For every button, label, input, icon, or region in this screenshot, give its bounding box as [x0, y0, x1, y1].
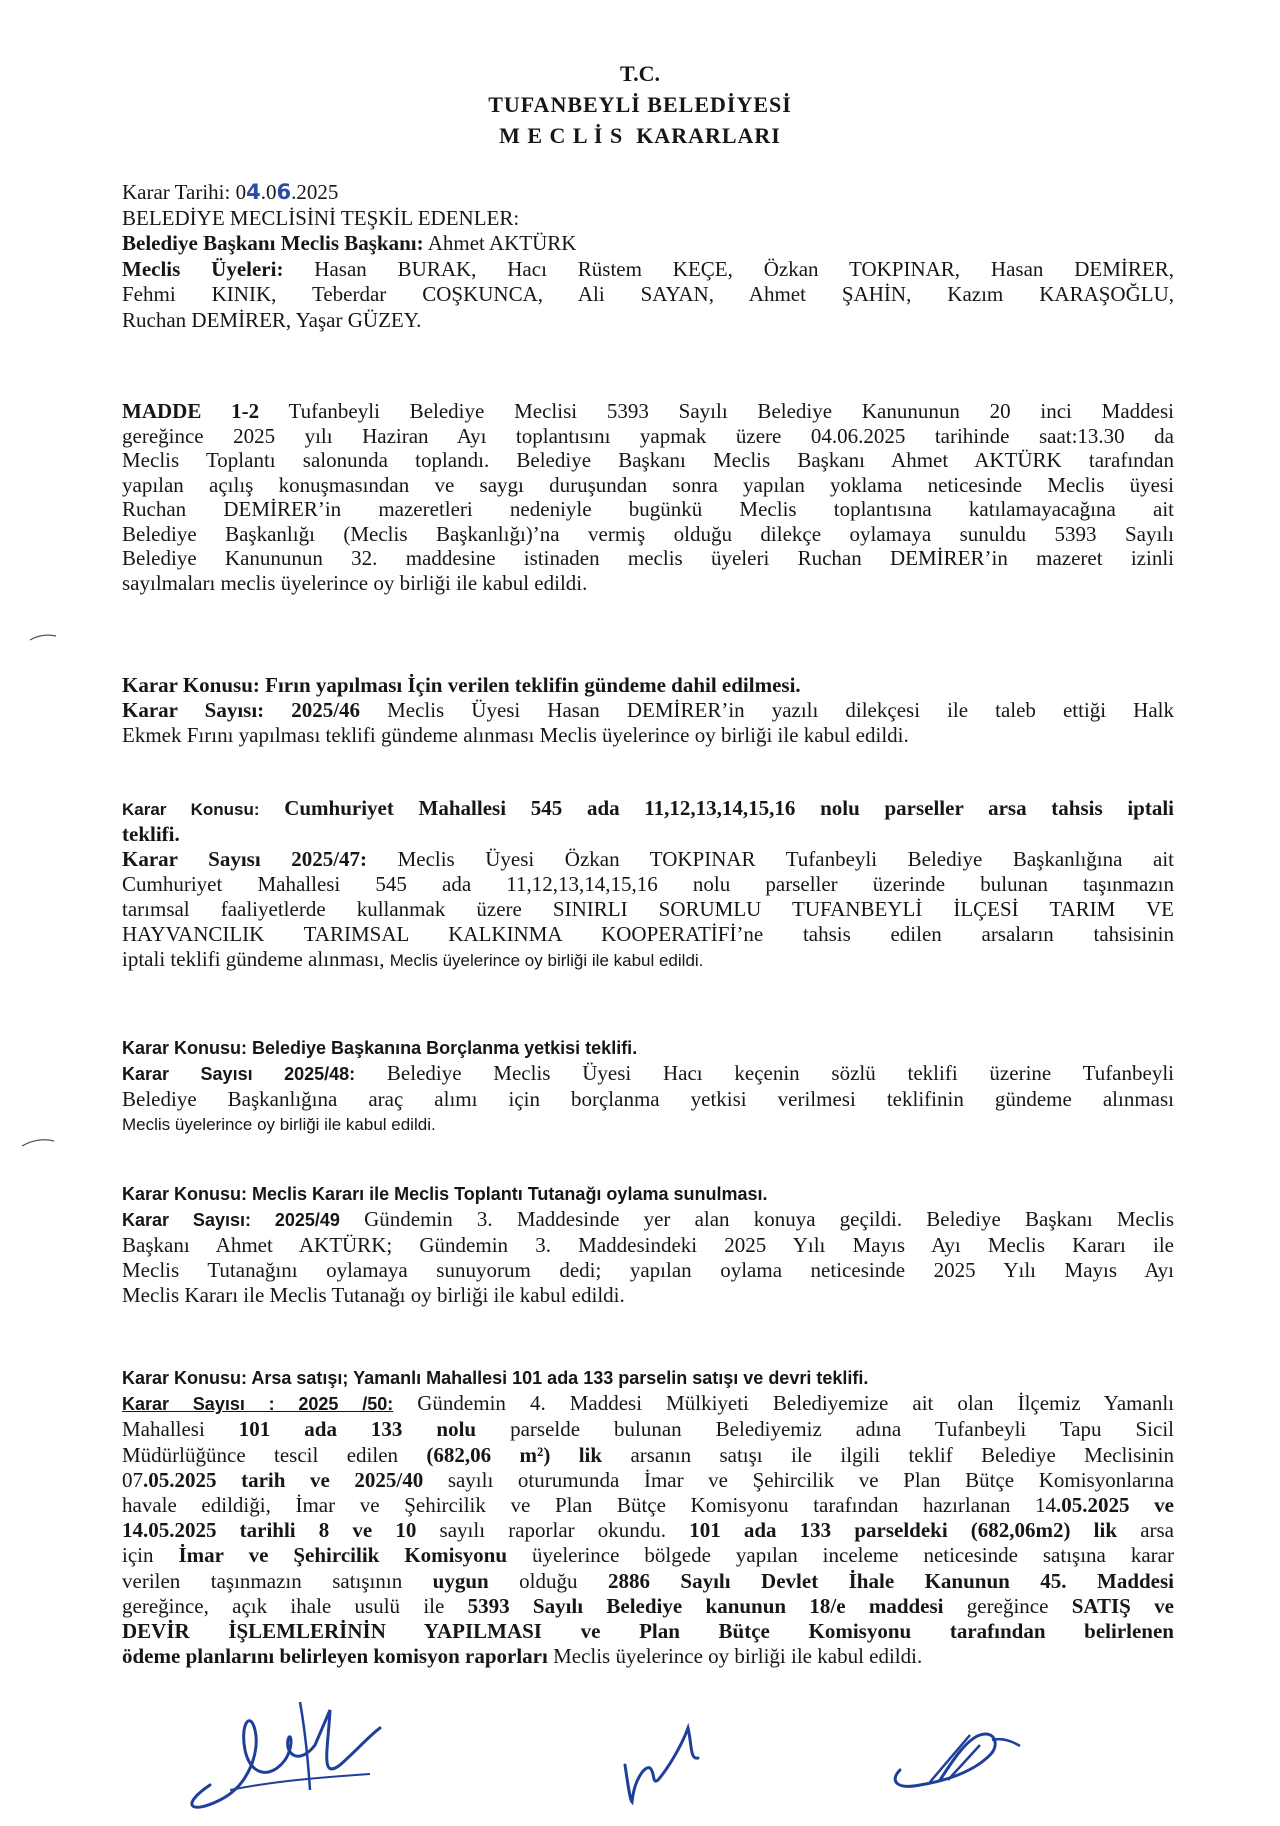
- decision-2025-46: Karar Konusu: Fırın yapılması İçin verilen teklifin gündeme dahil edilmesi. Karar Sayısı: 2025/46 Meclis Üyesi Hasan DEMİRER’in yazılı dilekçesi ile taleb ettiği Halk Ekmek Fırını yapılması teklifi gündeme alınması Meclis üyelerince oy birliği ile kabul edildi.: [122, 673, 1174, 747]
- handwritten-day: 4: [246, 180, 261, 204]
- meta-block: [122, 180, 1174, 333]
- decision-49-subject: Karar Konusu: Meclis Kararı ile Meclis Toplantı Tutanağı oylama sunulması.: [122, 1184, 768, 1204]
- header-tc: T.C.: [620, 61, 660, 86]
- madde-1-2-paragraph: MADDE 1-2 Tufanbeyli Belediye Meclisi 5393 Sayılı Belediye Kanununun 20 inci Maddesi gereğince 2025 yılı Haziran Ayı toplantısını yapmak üzere 04.06.2025 tarihinde saat:13.30 da Meclis Toplantı salonunda toplandı. Belediye Başkanı Meclis Başkanı Ahmet AKTÜRK tarafından yapılan açılış konuşmasından ve saygı duruşundan sonra yapılan yoklama neticesinde Meclis üyesi Ruchan DEMİRER’in mazeretleri nedeniyle bugünkü Meclis toplantısına katılamayacağına ait Belediye Başkanlığı (Meclis Başkanlığı)’na vermiş olduğu dilekçe oylamaya sunuldu 5393 Sayılı Belediye Kanununun 32. maddesine istinaden meclis üyeleri Ruchan DEMİRER’in mazeret izinli sayılmaları meclis üyelerince oy birliği ile kabul edildi.: [122, 399, 1174, 595]
- document-header: [0, 58, 1280, 151]
- header-municipality: TUFANBEYLİ BELEDİYESİ: [488, 92, 792, 117]
- mayor-line: Belediye Başkanı Meclis Başkanı: Ahmet AKTÜRK: [122, 231, 577, 255]
- decision-47-subject: Karar Konusu: Cumhuriyet Mahallesi 545 ada 11,12,13,14,15,16 nolu parseller arsa tahsis iptali: [122, 796, 1174, 820]
- decision-date: Karar Tarihi: 04.06.2025: [122, 180, 339, 204]
- decision-48-subject: Karar Konusu: Belediye Başkanına Borçlanma yetkisi teklifi.: [122, 1038, 638, 1058]
- decision-2025-47: Karar Konusu: Cumhuriyet Mahallesi 545 ada 11,12,13,14,15,16 nolu parseller arsa tahsis iptali teklifi. Karar Sayısı 2025/47: Meclis Üyesi Özkan TOKPINAR Tufanbeyli Belediye Başkanlığına ait Cumhuriyet Mahallesi 545 ada 11,12,13,14,15,16 nolu parseller üzerinde bulunan taşınmazın tarımsal faaliyetlerde kullanmak üzere SINIRLI SORUMLU TUFANBEYLİ İLÇESİ TARIM VE HAYVANCILIK TARIMSAL KALKINMA KOOPERATİFİ’ne tahsis edilen arsaların tahsisinin iptali teklifi gündeme alınması, Meclis üyelerince oy birliği ile kabul edildi.: [122, 796, 1174, 971]
- header-council-decisions: M E C L İ S KARARLARI: [499, 123, 781, 148]
- decision-2025-48: Karar Konusu: Belediye Başkanına Borçlanma yetkisi teklifi. Karar Sayısı 2025/48: Belediye Meclis Üyesi Hacı keçenin sözlü teklifi üzerine Tufanbeyli Belediye Başkanlığına araç alımı için borçlanma yetkisi verilmesi teklifinin gündeme alınması Meclis üyelerince oy birliği ile kabul edildi.: [122, 1038, 1174, 1134]
- margin-mark-top: [28, 630, 58, 644]
- decision-2025-50: Karar Konusu: Arsa satışı; Yamanlı Mahallesi 101 ada 133 parselin satışı ve devri teklifi. Karar Sayısı : 2025 /50: Gündemin 4. Maddesi Mülkiyeti Belediyemize ait olan İlçemiz Yamanlı Mahallesi 101 ada 133 nolu parselde bulunan Belediyemiz adına Tufanbeyli Tapu Sicil Müdürlüğünce tescil edilen (682,06 m²) lik arsanın satışı ile ilgili teklif Belediye Meclisinin 07.05.2025 tarih ve 2025/40 sayılı oturumunda İmar ve Şehircilik ve Plan Bütçe Komisyonlarına havale edildiği, İmar ve Şehircilik ve Plan Bütçe Komisyonu tarafından hazırlanan 14.05.2025 ve 14.05.2025 tarihli 8 ve 10 sayılı raporlar okundu. 101 ada 133 parseldeki (682,06m2) lik arsa için İmar ve Şehircilik Komisyonu üyelerince bölgede yapılan inceleme neticesinde satışına karar verilen taşınmazın satışının uygun olduğu 2886 Sayılı Devlet İhale Kanunun 45. Maddesi gereğince, açık ihale usulü ile 5393 Sayılı Belediye kanunun 18/e maddesi gereğince SATIŞ ve DEVİR İŞLEMLERİNİN YAPILMASI ve Plan Bütçe Komisyonu tarafından belirlenen ödeme planlarını belirleyen komisyon raporları Meclis üyelerince oy birliği ile kabul edildi.: [122, 1368, 1175, 1669]
- teskil-heading: BELEDİYE MECLİSİNİ TEŞKİL EDENLER:: [122, 205, 520, 230]
- margin-mark-bottom: [20, 1135, 56, 1149]
- members-paragraph: Meclis Üyeleri: Hasan BURAK, Hacı Rüstem KEÇE, Özkan TOKPINAR, Hasan DEMİRER, Fehmi KINIK, Teberdar COŞKUNCA, Ali SAYAN, Ahmet ŞAHİN, Kazım KARAŞOĞLU, Ruchan DEMİRER, Yaşar GÜZEY.: [122, 256, 1174, 332]
- handwritten-month: 6: [276, 180, 292, 204]
- decision-46-subject: Karar Konusu: Fırın yapılması İçin verilen teklifin gündeme dahil edilmesi.: [122, 673, 801, 697]
- signature-middle: [610, 1710, 720, 1810]
- signature-left: [170, 1690, 410, 1820]
- signature-right: [880, 1710, 1030, 1800]
- decision-2025-49: Karar Konusu: Meclis Kararı ile Meclis Toplantı Tutanağı oylama sunulması. Karar Sayısı: 2025/49 Gündemin 3. Maddesinde yer alan konuya geçildi. Belediye Başkanı Meclis Başkanı Ahmet AKTÜRK; Gündemin 3. Maddesindeki 2025 Yılı Mayıs Ayı Meclis Kararı ile Meclis Tutanağını oylamaya sunuyorum dedi; yapılan oylama neticesinde 2025 Yılı Mayıs Ayı Meclis Kararı ile Meclis Tutanağı oy birliği ile kabul edildi.: [122, 1184, 1174, 1307]
- decision-50-subject: Karar Konusu: Arsa satışı; Yamanlı Mahallesi 101 ada 133 parselin satışı ve devri teklifi.: [122, 1368, 869, 1388]
